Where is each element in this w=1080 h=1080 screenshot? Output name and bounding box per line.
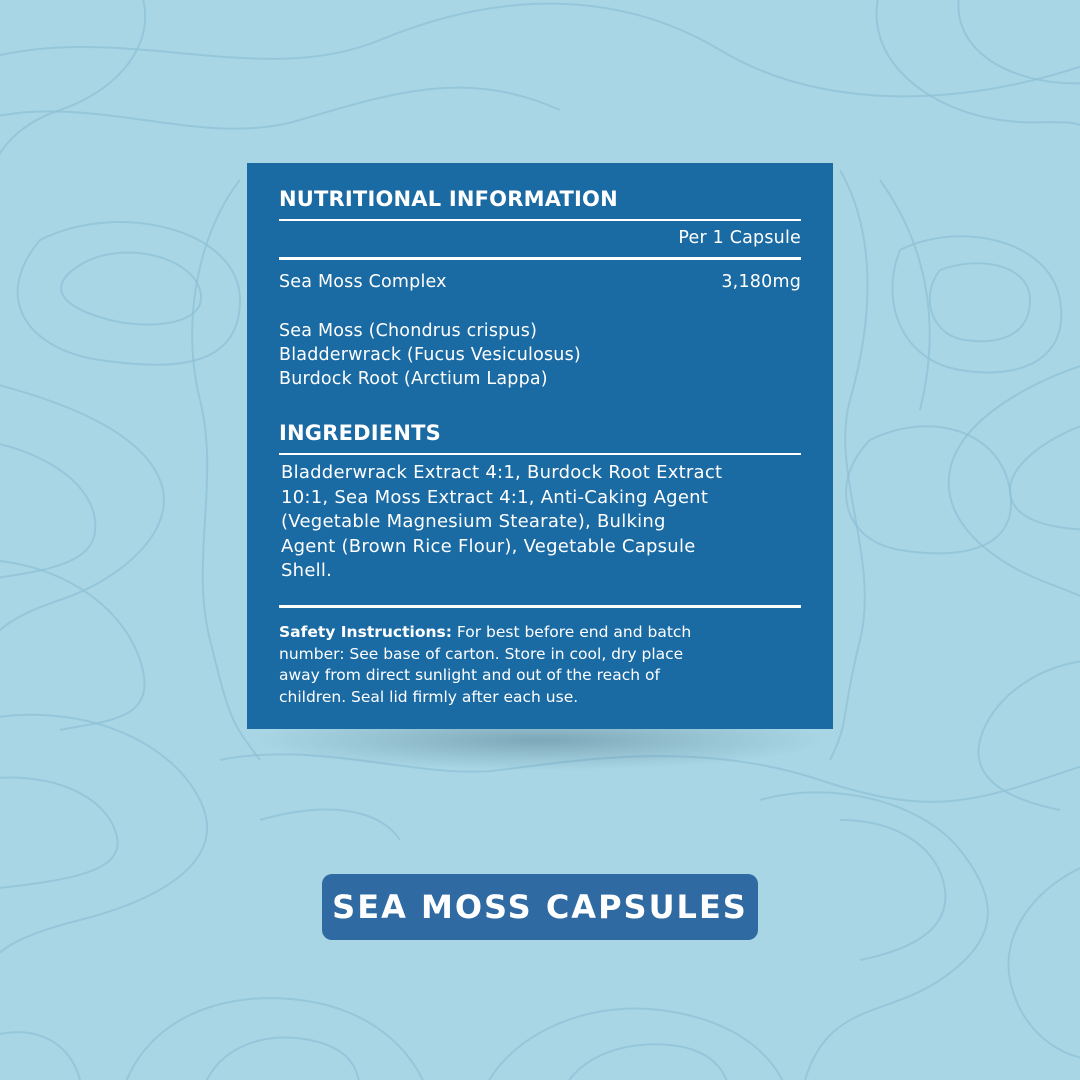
ingredients-heading: INGREDIENTS xyxy=(279,421,441,445)
safety-line: number: See base of carton. Store in cool, dry place xyxy=(279,644,684,663)
safety-divider xyxy=(279,605,801,608)
safety-line: children. Seal lid firmly after each use. xyxy=(279,687,579,706)
ingredients-line: Shell. xyxy=(281,560,333,581)
safety-line: For best before end and batch xyxy=(456,623,692,641)
nutrition-panel xyxy=(247,163,833,729)
serving-label: Per 1 Capsule xyxy=(678,228,801,248)
serving-divider xyxy=(279,257,801,260)
heading-divider xyxy=(279,219,801,221)
ingredients-text xyxy=(281,461,811,584)
ingredients-divider xyxy=(279,453,801,455)
product-name-badge: SEA MOSS CAPSULES xyxy=(322,874,758,940)
component-list xyxy=(279,319,581,391)
ingredients-line: Agent (Brown Rice Flour), Vegetable Capsule xyxy=(281,535,696,557)
complex-name: Sea Moss Complex xyxy=(279,272,447,292)
ingredients-line: Bladderwrack Extract 4:1, Burdock Root Extract xyxy=(281,462,723,483)
complex-amount: 3,180mg xyxy=(721,272,801,292)
ingredients-line: (Vegetable Magnesium Stearate), Bulking xyxy=(281,511,666,532)
component-item: Sea Moss (Chondrus crispus) xyxy=(279,321,538,341)
safety-instructions xyxy=(279,622,809,708)
safety-label: Safety Instructions: xyxy=(279,623,452,641)
ingredients-line: 10:1, Sea Moss Extract 4:1, Anti-Caking Agent xyxy=(281,486,709,508)
component-item: Bladderwrack (Fucus Vesiculosus) xyxy=(279,345,581,365)
safety-line: away from direct sunlight and out of the reach of xyxy=(279,666,660,684)
component-item: Burdock Root (Arctium Lappa) xyxy=(279,369,548,389)
nutrition-heading: NUTRITIONAL INFORMATION xyxy=(279,187,618,211)
